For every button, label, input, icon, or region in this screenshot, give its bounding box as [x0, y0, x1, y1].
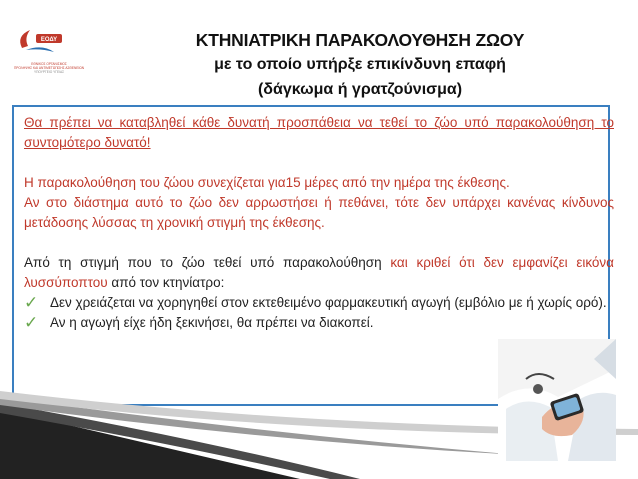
eody-logo — [8, 22, 90, 92]
doctor-with-phone-photo — [498, 339, 616, 461]
vet-text-part3: από τον κτηνίατρο: — [107, 275, 225, 290]
svg-text:ΕΟΔΥ: ΕΟΔΥ — [40, 37, 58, 43]
logo-line2: ΠΡΟΛΗΨΗΣ ΚΑΙ ΑΝΤΙΜΕΤΩΠΙΣΗΣ ΑΣΘΕΝΕΙΩΝ — [13, 66, 85, 70]
bullet-item-2 — [24, 313, 614, 333]
eody-logo-icon — [8, 22, 90, 62]
title-line2: με το οποίο υπήρξε επικίνδυνη επαφή — [214, 56, 506, 73]
monitoring-duration-paragraph: Η παρακολούθηση του ζώου συνεχίζεται για15 μέρες από την ημέρα της έκθεσης. — [24, 175, 510, 190]
bullet-item-1 — [24, 293, 614, 313]
vet-text-part1: Από τη στιγμή που το ζώο τεθεί υπό παρακολούθηση — [24, 255, 391, 270]
vet-text-highlight: και κριθεί ότι δεν εμφανίζει εικόνα λυσσύποπτου — [24, 255, 614, 290]
bullet-text-2: Αν η αγωγή είχε ήδη ξεκινήσει, θα πρέπει να διακοπεί. — [50, 315, 374, 330]
logo-line1: ΕΘΝΙΚΟΣ ΟΡΓΑΝΙΣΜΟΣ — [31, 62, 67, 66]
logo-caption — [8, 62, 90, 74]
no-risk-paragraph: Αν στο διάστημα αυτό το ζώο δεν αρρωστήσει ή πεθάνει, τότε δεν υπάρχει κανένας κίνδυνος μετάδοσης λύσσας τη χρονική στιγμή της έκθεσης. — [24, 195, 614, 230]
title-line3: (δάγκωμα ή γρατζούνισμα) — [257, 81, 463, 98]
bullet-text-1: Δεν χρειάζεται να χορηγηθεί στον εκτεθειμένο φαρμακευτική αγωγή (εμβόλιο με ή χωρίς ορό). — [50, 295, 607, 310]
checkmark-icon: ✓ — [24, 313, 39, 332]
checkmark-icon: ✓ — [24, 293, 39, 312]
title-line1: ΚΤΗΝΙΑΤΡΙΚΗ ΠΑΡΑΚΟΛΟΥΘΗΣΗ ΖΩΟΥ — [195, 30, 525, 50]
content-text — [24, 113, 614, 333]
logo-line3: ΥΠΟΥΡΓΕΙΟ ΥΓΕΙΑΣ — [33, 70, 65, 74]
vet-assessment-paragraph — [24, 253, 614, 293]
slide-title — [140, 28, 580, 102]
warning-paragraph: Θα πρέπει να καταβληθεί κάθε δυνατή προσπάθεια να τεθεί το ζώο υπό παρακολούθηση το συντομότερο δυνατό! — [24, 115, 614, 150]
